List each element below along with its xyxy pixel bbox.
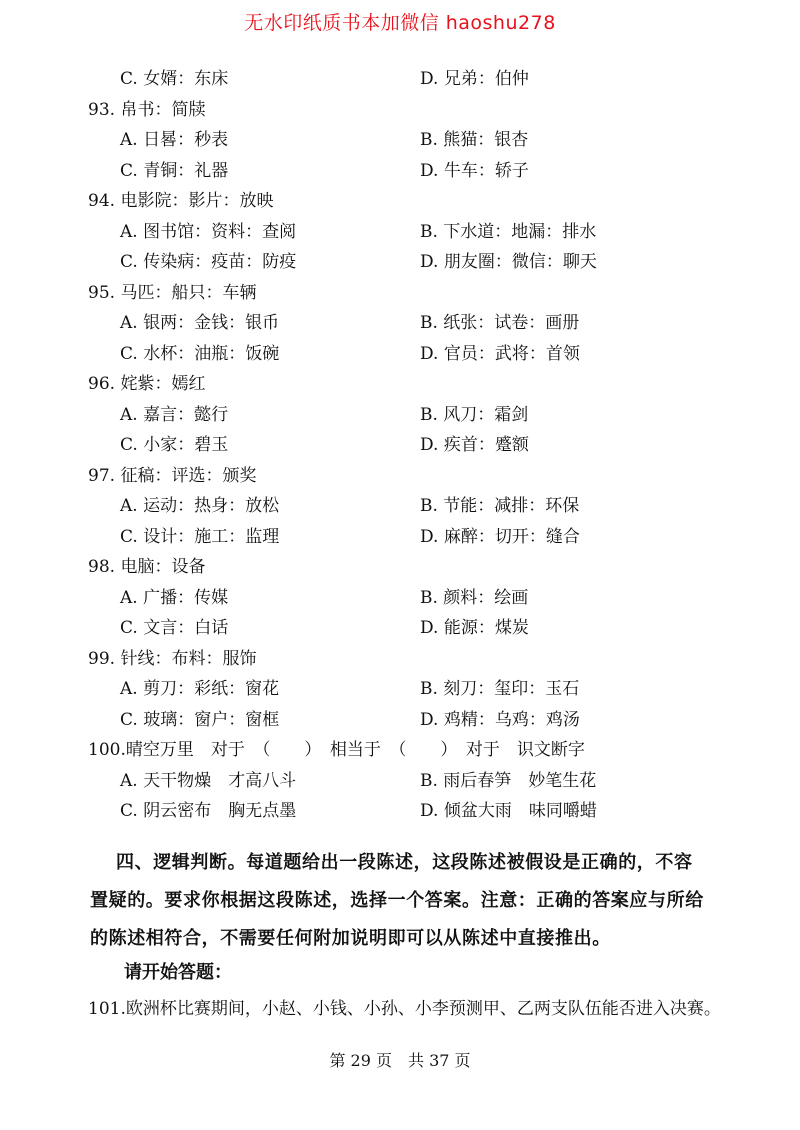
start-label: 请开始答题：	[124, 962, 232, 983]
answer-option: C. 女婿：东床	[120, 69, 229, 89]
answer-option: C. 玻璃：窗户：窗框	[120, 710, 280, 730]
answer-option: D. 朋友圈：微信：聊天	[420, 252, 597, 272]
section-line-3: 的陈述相符合，不需要任何附加说明即可以从陈述中直接推出。	[90, 928, 611, 949]
answer-option: D. 牛车：轿子	[420, 161, 529, 181]
question-stem: 98. 电脑：设备	[88, 557, 206, 577]
answer-option: C. 水杯：油瓶：饭碗	[120, 344, 280, 364]
page-footer: 第 29 页 共 37 页	[329, 1051, 471, 1070]
section-line-1: 四、逻辑判断。每道题给出一段陈述，这段陈述被假设是正确的，不容	[116, 852, 693, 873]
section-line-2: 置疑的。要求你根据这段陈述，选择一个答案。注意：正确的答案应与所给	[90, 890, 704, 911]
question-stem: 95. 马匹：船只：车辆	[88, 283, 257, 303]
answer-option: D. 能源：煤炭	[420, 618, 529, 638]
question-stem: 100.晴空万里 对于 （ ） 相当于 （ ） 对于 识文断字	[88, 740, 585, 760]
question-stem: 99. 针线：布料：服饰	[88, 649, 257, 669]
answer-option: B. 雨后春笋 妙笔生花	[420, 771, 597, 791]
question-stem: 94. 电影院：影片：放映	[88, 191, 274, 211]
answer-option: A. 日晷：秒表	[120, 130, 229, 150]
answer-option: C. 设计：施工：监理	[120, 527, 280, 547]
answer-option: B. 纸张：试卷：画册	[420, 313, 580, 333]
question-stem: 96. 姹紫：嫣红	[88, 374, 206, 394]
answer-option: C. 阴云密布 胸无点墨	[120, 801, 297, 821]
answer-option: B. 节能：减排：环保	[420, 496, 580, 516]
watermark-text: 无水印纸质书本加微信 haoshu278	[244, 12, 556, 34]
answer-option: D. 疾首：蹙额	[420, 435, 529, 455]
answer-option: A. 图书馆：资料：查阅	[120, 222, 297, 242]
question-stem: 93. 帛书：简牍	[88, 100, 206, 120]
answer-option: B. 熊猫：银杏	[420, 130, 529, 150]
question-stem: 97. 征稿：评选：颁奖	[88, 466, 257, 486]
answer-option: B. 刻刀：玺印：玉石	[420, 679, 580, 699]
answer-option: B. 风刀：霜剑	[420, 405, 529, 425]
question-101: 101.欧洲杯比赛期间，小赵、小钱、小孙、小李预测甲、乙两支队伍能否进入决赛。	[88, 999, 721, 1019]
answer-option: D. 麻醉：切开：缝合	[420, 527, 580, 547]
answer-option: D. 官员：武将：首领	[420, 344, 580, 364]
answer-option: D. 鸡精：乌鸡：鸡汤	[420, 710, 580, 730]
section-heading	[90, 844, 730, 958]
answer-option: C. 青铜：礼器	[120, 161, 229, 181]
answer-option: A. 剪刀：彩纸：窗花	[120, 679, 280, 699]
answer-option: A. 运动：热身：放松	[120, 496, 280, 516]
answer-option: A. 银两：金钱：银币	[120, 313, 280, 333]
answer-option: C. 传染病：疫苗：防疫	[120, 252, 297, 272]
answer-option: A. 广播：传媒	[120, 588, 229, 608]
answer-option: B. 颜料：绘画	[420, 588, 529, 608]
answer-option: D. 兄弟：伯仲	[420, 69, 529, 89]
answer-option: C. 小家：碧玉	[120, 435, 229, 455]
answer-option: D. 倾盆大雨 味同嚼蜡	[420, 801, 597, 821]
answer-option: A. 天干物燥 才高八斗	[120, 771, 297, 791]
answer-option: C. 文言：白话	[120, 618, 229, 638]
answer-option: A. 嘉言：懿行	[120, 405, 229, 425]
answer-option: B. 下水道：地漏：排水	[420, 222, 597, 242]
